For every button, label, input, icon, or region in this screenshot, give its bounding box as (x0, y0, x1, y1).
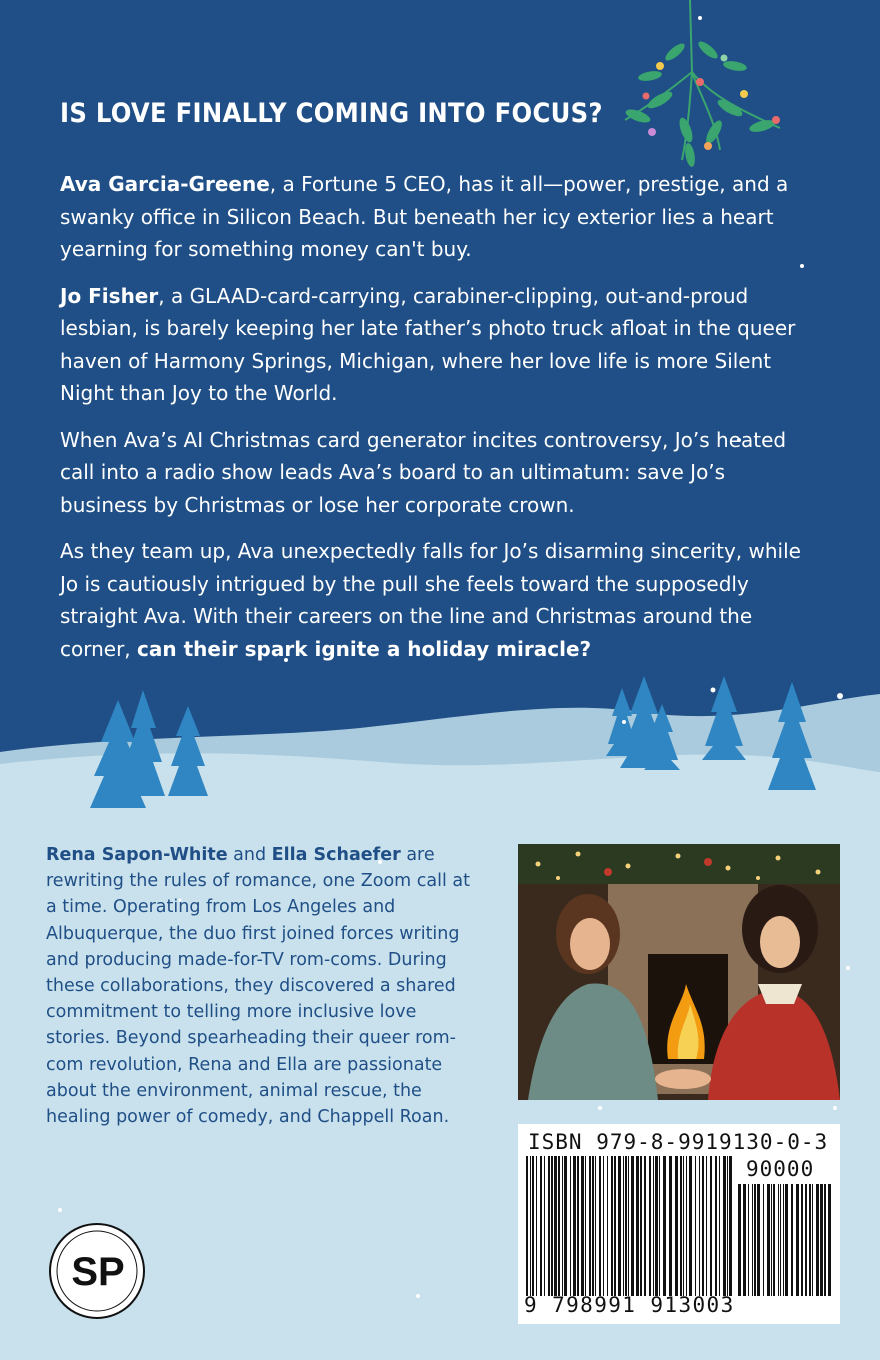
tagline: can their spark ignite a holiday miracle? (137, 636, 592, 661)
barcode-bar (589, 1156, 591, 1296)
barcode-bar (828, 1184, 831, 1296)
barcode-bar (592, 1156, 594, 1296)
barcode-bar (743, 1184, 746, 1296)
barcode-bar (562, 1156, 563, 1296)
barcode-bar (754, 1184, 756, 1296)
barcode-bar (659, 1156, 660, 1296)
barcode-bar (573, 1156, 576, 1296)
barcode-bar (710, 1156, 712, 1296)
price-code: 90000 (746, 1157, 815, 1181)
barcode-bar (544, 1156, 545, 1296)
character-name: Jo Fisher (60, 283, 159, 308)
barcode-bar (727, 1156, 728, 1296)
barcode-bar (618, 1156, 621, 1296)
author-name: Ella Schaefer (271, 845, 401, 865)
barcode-bar (816, 1184, 819, 1296)
barcode-bar (752, 1184, 753, 1296)
barcode-bar (719, 1156, 720, 1296)
barcode-bar (532, 1156, 534, 1296)
barcode-bar (771, 1184, 772, 1296)
barcode-bar (695, 1156, 696, 1296)
barcode-bar (623, 1156, 624, 1296)
barcode-bar (702, 1156, 704, 1296)
addon-barcode-bars (738, 1184, 834, 1296)
blurb-paragraph: As they team up, Ava unexpectedly falls for Jo’s disarming sincerity, while Jo is cautiously intrigued by the pull she feels toward the supposedly straight Ava. With their careers on the line and Christmas around the corner, can their spark ignite a holiday miracle? (60, 539, 801, 661)
barcode-bar (526, 1156, 528, 1296)
barcode-bar (663, 1156, 666, 1296)
barcode-bar (614, 1156, 616, 1296)
book-blurb (60, 168, 805, 679)
headline: IS LOVE FINALLY COMING INTO FOCUS? (60, 98, 603, 129)
barcode-bar (540, 1156, 542, 1296)
barcode-bar (595, 1156, 596, 1296)
barcode-bar (805, 1184, 807, 1296)
publisher-logo (48, 1222, 146, 1320)
barcode-bar (773, 1184, 775, 1296)
barcode-bar (558, 1156, 560, 1296)
barcode-bar (649, 1156, 651, 1296)
barcode-bar (748, 1184, 749, 1296)
barcode-bar (570, 1156, 571, 1296)
author-name: Rena Sapon-White (46, 845, 228, 865)
barcode-bar (820, 1184, 823, 1296)
barcode-bar (715, 1156, 717, 1296)
barcode-bar (631, 1156, 634, 1296)
barcode-bar (763, 1184, 764, 1296)
barcode-bar (669, 1156, 672, 1296)
publisher-initials: SP (71, 1250, 125, 1294)
blurb-paragraph: Ava Garcia-Greene, a Fortune 5 CEO, has it all—power, prestige, and a swanky office in Silicon Beach. But beneath her icy exterior lies a heart yearning for something money can't buy. (60, 172, 789, 261)
barcode-bar (551, 1156, 553, 1296)
barcode-bar (780, 1184, 781, 1296)
barcode-bar (812, 1184, 813, 1296)
blurb-paragraph: When Ava’s AI Christmas card generator incites controversy, Jo’s heated call into a radio show leads Ava’s board to an ultimatum: save Jo’s business by Christmas or lose her corporate crown. (60, 427, 787, 517)
barcode-bar (729, 1156, 732, 1296)
barcode-bar (778, 1184, 779, 1296)
barcode-bar (785, 1184, 788, 1296)
barcode-bar (683, 1156, 684, 1296)
barcode-bar (577, 1156, 579, 1296)
ean-barcode-bars (526, 1156, 732, 1296)
barcode-bar (628, 1156, 629, 1296)
barcode-bar (783, 1184, 784, 1296)
author-photo (518, 844, 840, 1100)
ean-digits: 9 798991 913003 (524, 1293, 735, 1317)
barcode-bar (686, 1156, 687, 1296)
barcode-bar (796, 1184, 799, 1296)
barcode-bar (757, 1184, 760, 1296)
isbn-barcode (518, 1124, 840, 1324)
character-name: Ava Garcia-Greene (60, 172, 270, 196)
barcode-bar (530, 1156, 531, 1296)
barcode-bar (791, 1184, 793, 1296)
barcode-bar (603, 1156, 604, 1296)
barcode-bar (706, 1156, 707, 1296)
barcode-bar (554, 1156, 557, 1296)
barcode-bar (640, 1156, 642, 1296)
barcode-bar (801, 1184, 803, 1296)
barcode-bar (675, 1156, 678, 1296)
barcode-bar (767, 1184, 770, 1296)
barcode-bar (644, 1156, 646, 1296)
barcode-bar (723, 1156, 726, 1296)
barcode-bar (636, 1156, 639, 1296)
barcode-bar (689, 1156, 692, 1296)
barcode-bar (625, 1156, 627, 1296)
barcode-bar (680, 1156, 682, 1296)
barcode-bar (607, 1156, 608, 1296)
isbn-label: ISBN 979-8-9919130-0-3 (528, 1130, 829, 1154)
barcode-bar (611, 1156, 613, 1296)
blurb-paragraph: Jo Fisher, a GLAAD-card-carrying, carabiner-clipping, out-and-proud lesbian, is barely keeping her late father’s photo truck afloat in the queer haven of Harmony Springs, Michigan, where her love life is more Silent Night than Joy to the World. (60, 283, 796, 405)
barcode-bar (536, 1156, 537, 1296)
barcode-bar (809, 1184, 811, 1296)
barcode-bar (599, 1156, 601, 1296)
barcode-bar (699, 1156, 700, 1296)
author-bio: Rena Sapon-White and Ella Schaefer are rewriting the rules of romance, one Zoom call at a time. Operating from Los Angeles and Albuquerque, the duo first joined forces writing and producing made-for-TV rom-coms. During these collaborations, they discovered a shared commitment to telling more inclusive love stories. Beyond spearheading their queer rom-com revolution, Rena and Ella are passionate about the environment, animal rescue, the healing power of comedy, and Chappell Roan. (46, 845, 470, 1128)
barcode-bar (585, 1156, 586, 1296)
barcode-bar (655, 1156, 658, 1296)
barcode-bar (824, 1184, 826, 1296)
barcode-bar (653, 1156, 654, 1296)
barcode-bar (548, 1156, 550, 1296)
barcode-bar (738, 1184, 741, 1296)
barcode-bar (564, 1156, 567, 1296)
barcode-bar (581, 1156, 584, 1296)
